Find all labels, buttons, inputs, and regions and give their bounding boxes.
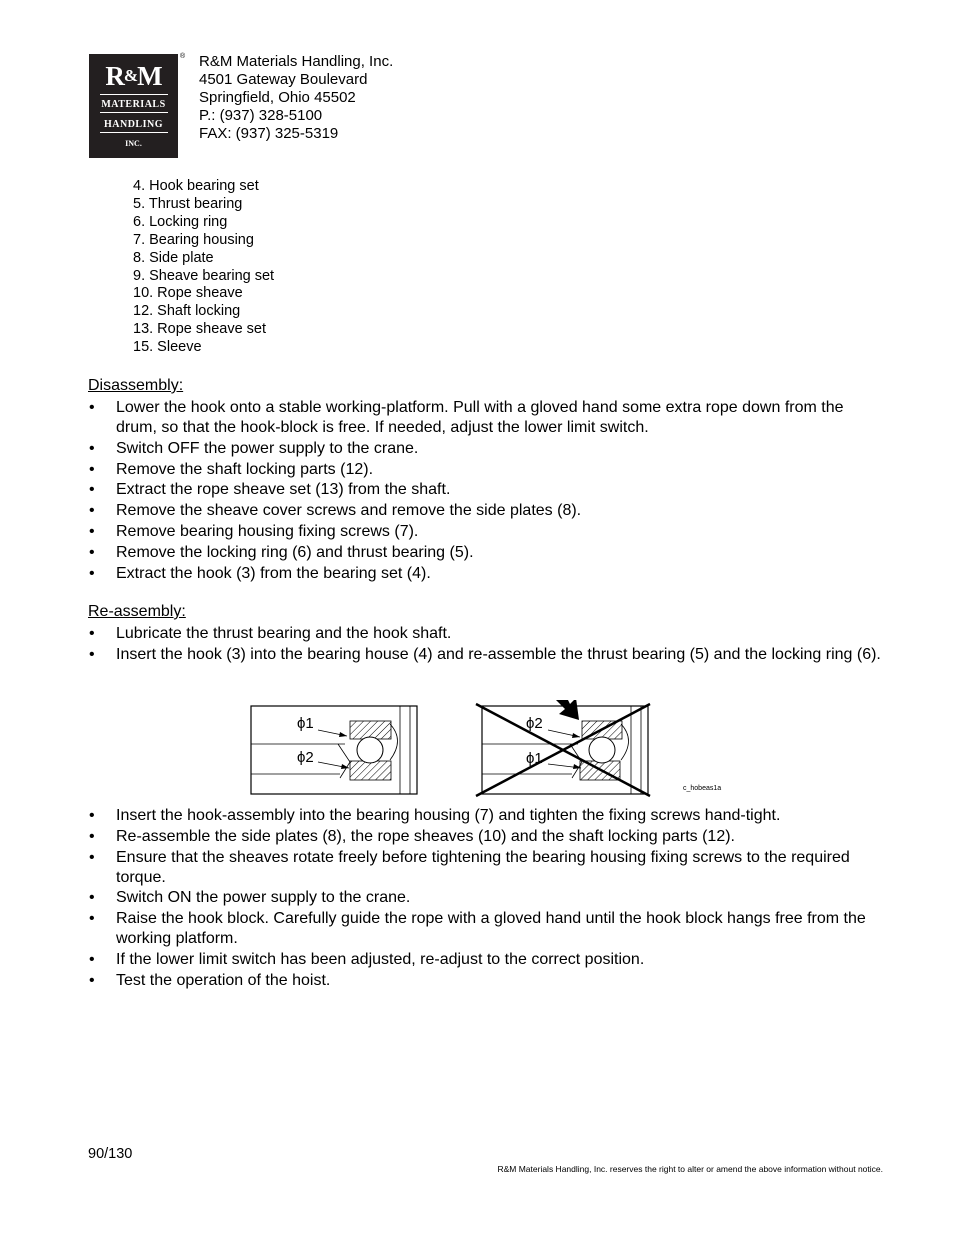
bearing-assembly-diagram <box>250 700 660 800</box>
logo-rule <box>100 94 168 95</box>
part-item: 5. Thrust bearing <box>133 195 243 212</box>
address-line: 4501 Gateway Boulevard <box>199 71 368 88</box>
part-item: 6. Locking ring <box>133 213 228 230</box>
diameter-label-1: ϕ1 <box>297 715 314 732</box>
list-item: • Switch ON the power supply to the crane. <box>88 888 888 908</box>
part-item: 10. Rope sheave <box>133 285 243 302</box>
list-item: • Remove the sheave cover screws and remove the side plates (8). <box>88 501 888 521</box>
footer-notice: R&M Materials Handling, Inc. reserves the right to alter or amend the above information without notice. <box>497 1164 883 1174</box>
list-item: • Remove the locking ring (6) and thrust bearing (5). <box>88 543 888 563</box>
figure-code: c_hobeas1a <box>683 785 722 792</box>
list-item: • Extract the hook (3) from the bearing set (4). <box>88 564 888 584</box>
reassembly-heading: Re-assembly: <box>88 603 186 620</box>
list-item: • Ensure that the sheaves rotate freely before tightening the bearing housing fixing screws to the required torque. <box>88 848 888 888</box>
page-number: 90/130 <box>88 1146 133 1162</box>
address-line: P.: (937) 328-5100 <box>199 107 323 124</box>
logo-brand: R&M <box>105 61 162 91</box>
list-item: • Insert the hook (3) into the bearing house (4) and re-assemble the thrust bearing (5) and the locking ring (6). <box>88 645 888 665</box>
address-line: R&M Materials Handling, Inc. <box>199 53 394 70</box>
registered-mark: ® <box>180 53 186 60</box>
part-item: 7. Bearing housing <box>133 231 254 248</box>
logo-rule <box>100 112 168 113</box>
parts-list <box>133 178 274 357</box>
logo-line-materials: MATERIALS <box>101 99 166 110</box>
list-item: • Extract the rope sheave set (13) from the shaft. <box>88 480 888 500</box>
disassembly-steps <box>88 398 888 584</box>
list-item: • Remove bearing housing fixing screws (7). <box>88 522 888 542</box>
part-item: 13. Rope sheave set <box>133 321 267 338</box>
disassembly-heading: Disassembly: <box>88 377 184 394</box>
logo-rule <box>100 132 168 133</box>
list-item: • Remove the shaft locking parts (12). <box>88 460 888 480</box>
part-item: 4. Hook bearing set <box>133 178 259 194</box>
diameter-label-1: ϕ1 <box>526 750 543 767</box>
list-item: • Lower the hook onto a stable working-platform. Pull with a gloved hand some extra rope down from the drum, so that the hook-block is free. If needed, adjust the lower limit switch. <box>88 398 888 438</box>
list-item: • Insert the hook-assembly into the bearing housing (7) and tighten the fixing screws hand-tight. <box>88 806 888 826</box>
list-item: • Raise the hook block. Carefully guide the rope with a gloved hand until the hook block hangs free from the working platform. <box>88 909 888 949</box>
diameter-label-2: ϕ2 <box>526 715 543 732</box>
reassembly-steps-first <box>88 624 888 666</box>
logo-line-handling: HANDLING <box>103 119 163 130</box>
list-item: • Switch OFF the power supply to the crane. <box>88 439 888 459</box>
company-address <box>199 53 393 143</box>
list-item: • If the lower limit switch has been adjusted, re-adjust to the correct position. <box>88 950 888 970</box>
incorrect-assembly-drawing <box>476 700 650 796</box>
list-item: • Test the operation of the hoist. <box>88 971 888 991</box>
company-logo <box>89 54 178 158</box>
pointer-arrow-icon <box>554 700 579 720</box>
correct-assembly-drawing <box>251 706 417 794</box>
list-item: • Lubricate the thrust bearing and the hook shaft. <box>88 624 888 644</box>
list-item: • Re-assemble the side plates (8), the rope sheaves (10) and the shaft locking parts (12). <box>88 827 888 847</box>
diameter-label-2: ϕ2 <box>297 749 314 766</box>
part-item: 12. Shaft locking <box>133 303 241 320</box>
address-line: Springfield, Ohio 45502 <box>199 89 356 106</box>
reassembly-steps-second <box>88 806 888 992</box>
logo-line-inc: INC. <box>125 139 142 148</box>
part-item: 9. Sheave bearing set <box>133 267 275 284</box>
part-item: 8. Side plate <box>133 249 214 266</box>
part-item: 15. Sleeve <box>133 339 202 356</box>
address-line: FAX: (937) 325-5319 <box>199 125 339 142</box>
